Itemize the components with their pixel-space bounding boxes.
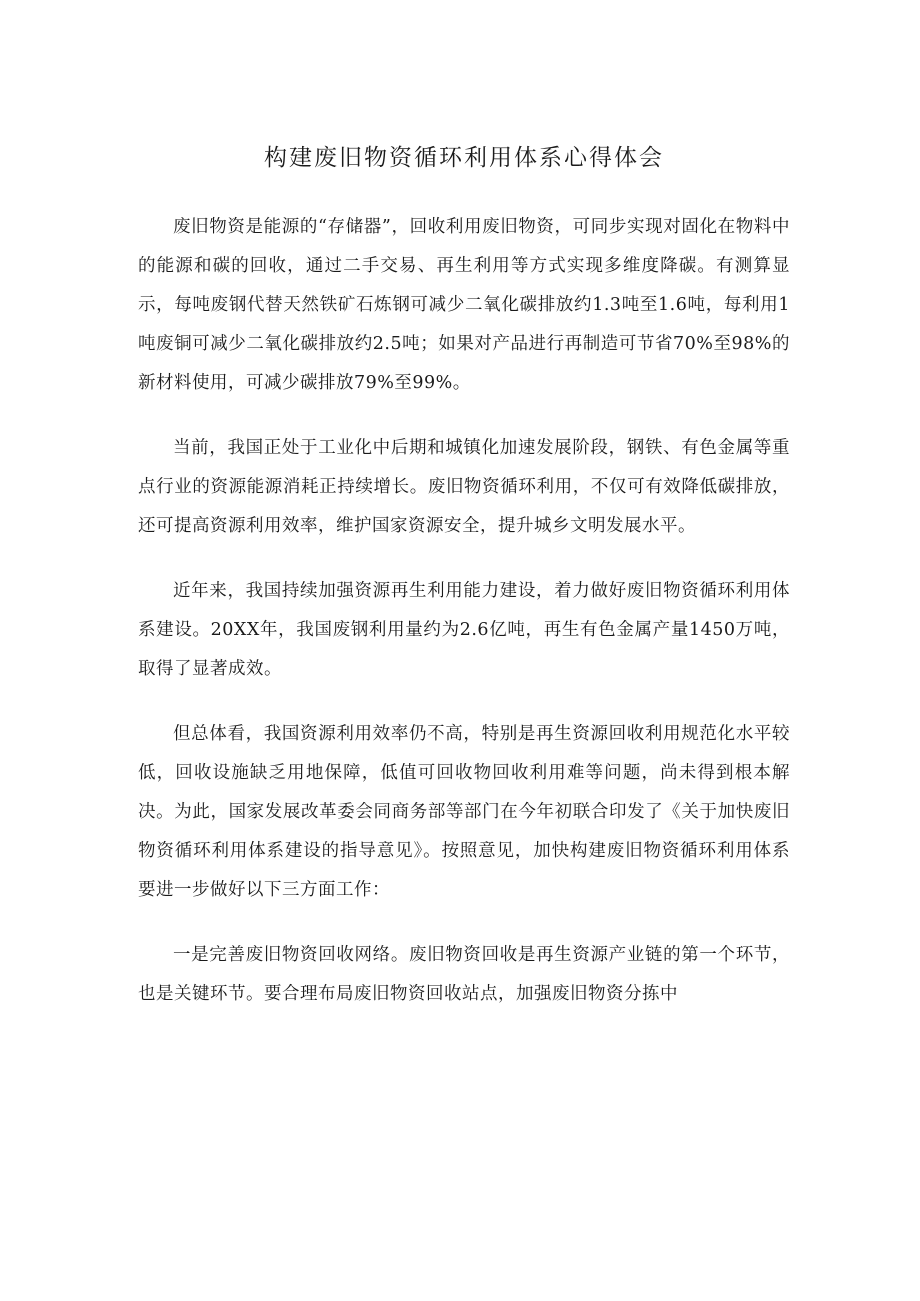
paragraph-3: 近年来，我国持续加强资源再生利用能力建设，着力做好废旧物资循环利用体系建设。20XX年，我国废钢利用量约为2.6亿吨，再生有色金属产量1450万吨，取得了显著成效。 bbox=[138, 581, 790, 679]
paragraph-5: 一是完善废旧物资回收网络。废旧物资回收是再生资源产业链的第一个环节，也是关键环节。要合理布局废旧物资回收站点，加强废旧物资分拣中 bbox=[138, 945, 790, 1004]
document-title: 构建废旧物资循环利用体系心得体会 bbox=[264, 145, 664, 171]
paragraph-2: 当前，我国正处于工业化中后期和城镇化加速发展阶段，钢铁、有色金属等重点行业的资源能源消耗正持续增长。废旧物资循环利用，不仅可有效降低碳排放，还可提高资源利用效率，维护国家资源安全，提升城乡文明发展水平。 bbox=[138, 438, 790, 536]
paragraph-4: 但总体看，我国资源利用效率仍不高，特别是再生资源回收利用规范化水平较低，回收设施缺乏用地保障，低值可回收物回收利用难等问题，尚未得到根本解决。为此，国家发展改革委会同商务部等部门在今年初联合印发了《关于加快废旧物资循环利用体系建设的指导意见》。按照意见，加快构建废旧物资循环利用体系要进一步做好以下三方面工作： bbox=[138, 724, 790, 900]
paragraph-1: 废旧物资是能源的“存储器”，回收利用废旧物资，可同步实现对固化在物料中的能源和碳的回收，通过二手交易、再生利用等方式实现多维度降碳。有测算显示，每吨废钢代替天然铁矿石炼钢可减少二氧化碳排放约1.3吨至1.6吨，每利用1吨废铜可减少二氧化碳排放约2.5吨；如果对产品进行再制造可节省70%至98%的新材料使用，可减少碳排放79%至99%。 bbox=[138, 217, 790, 393]
